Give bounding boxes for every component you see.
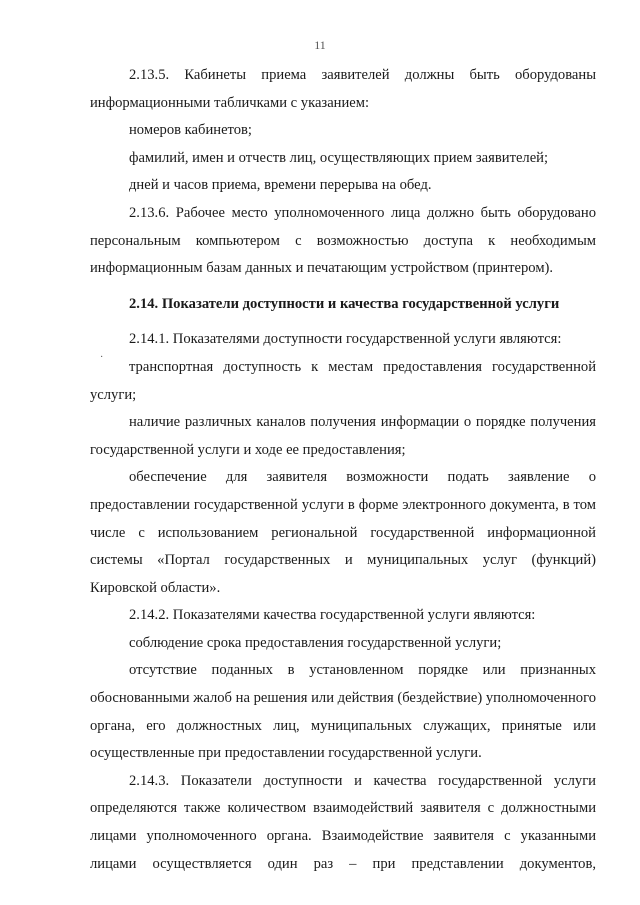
list-item: наличие различных каналов получения информации о порядке получения государственной услуги и ходе ее предоставления; xyxy=(90,414,596,458)
paragraph-2-13-6: 2.13.6. Рабочее место уполномоченного лица должно быть оборудовано персональным компьютером с возможностью доступа к необходимым информационным базам данных и печатающим устройством (принтером). xyxy=(90,204,596,277)
paragraph-2-14-3: 2.14.3. Показатели доступности и качества государственной услуги определяются также количеством взаимодействий заявителя с должностными лицами уполномоченного органа. Взаимодействие заявителя с указанными лицами осуществляется один раз – при представлении документов, xyxy=(90,772,596,872)
list-item: дней и часов приема, времени перерыва на обед. xyxy=(129,177,432,194)
list-item: соблюдение срока предоставления государственной услуги; xyxy=(129,634,502,651)
page-number: 11 xyxy=(314,38,326,52)
list-item: отсутствие поданных в установленном порядке или признанных обоснованными жалоб на решения или действия (бездействие) уполномоченного органа, его должностных лиц, муниципальных служащих, принятые или осуществленные при предоставлении государственной услуги. xyxy=(90,662,596,762)
paragraph-2-14-1: 2.14.1. Показателями доступности государственной услуги являются: xyxy=(129,331,562,348)
section-heading-2-14: 2.14. Показатели доступности и качества государственной услуги xyxy=(129,295,560,312)
list-item: номеров кабинетов; xyxy=(129,122,252,139)
list-item: обеспечение для заявителя возможности подать заявление о предоставлении государственной услуги в форме электронного документа, в том числе с использованием региональной государственной информационной системы «Портал государственных и муниципальных услуг (функций) Кировской области». xyxy=(90,469,596,596)
document-body xyxy=(90,62,596,878)
list-item: фамилий, имен и отчеств лиц, осуществляющих прием заявителей; xyxy=(129,149,549,166)
paragraph-2-14-2: 2.14.2. Показателями качества государственной услуги являются: xyxy=(129,607,536,624)
list-item: транспортная доступность к местам предоставления государственной услуги; xyxy=(90,358,596,403)
paragraph-2-13-5: 2.13.5. Кабинеты приема заявителей должны быть оборудованы информационными табличками с указанием: xyxy=(90,67,596,111)
stray-mark: · xyxy=(100,352,104,363)
